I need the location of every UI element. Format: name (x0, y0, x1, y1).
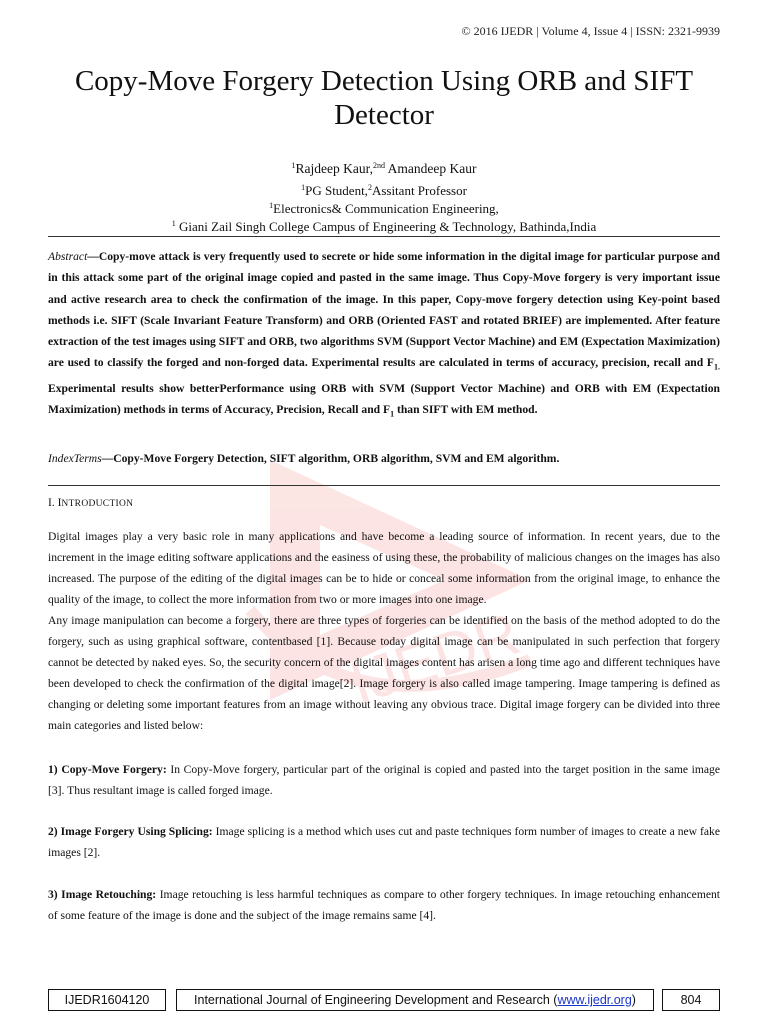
abstract (48, 246, 720, 425)
aff1b-sup: 2 (367, 183, 372, 192)
title-line-2: Detector (334, 99, 434, 131)
author-block (40, 158, 728, 234)
list-item-copy-move (48, 759, 720, 801)
journal-name (176, 989, 654, 1011)
author1-sup: 1 (291, 161, 296, 170)
list-item-splicing (48, 821, 720, 863)
journal-name-text: International Journal of Engineering Development and Research ( (194, 993, 558, 1007)
affiliation-roles (40, 180, 728, 198)
aff-role-1: PG Student, (305, 183, 368, 198)
section-number: I. I (48, 497, 62, 509)
divider-top (48, 236, 720, 237)
item-1-text: In Copy-Move forgery, particular part of the original is copied and pasted into the target position in the same image [3]. Thus resultant image is called forged image. (48, 763, 720, 797)
journal-link[interactable]: www.ijedr.org (557, 993, 632, 1007)
aff2-sup: 1 (269, 201, 274, 210)
paragraph-2: Any image manipulation can become a forgery, there are three types of forgeries can be identified on the basis of the method adopted to do the forgery, such as using graphical software, contentbased [1]. Because today digital image can be manipulated in such perfection that forgery cannot be detected by naked eyes. So, the security concern of the digital images content has arisen a long time ago and different techniques have been developed to check the confirmation of the digital image[2]. Image forgery is also called image tampering. Image tampering is defined as changing or deleting some important features from an image without leaving any obvious trace. Digital image forgery can be divided into three main categories and listed below: (48, 614, 720, 732)
page-number: 804 (662, 989, 720, 1011)
abstract-text-3: than SIFT with EM method. (394, 403, 538, 417)
abstract-dash: — (87, 250, 99, 263)
journal-citation: © 2016 IJEDR | Volume 4, Issue 4 | ISSN: 2321-9939 (461, 24, 720, 38)
aff-dept: Electronics& Communication Engineering, (273, 201, 499, 216)
aff-college: Giani Zail Singh College Campus of Engineering & Technology, Bathinda,India (179, 219, 597, 234)
abstract-text-1: Copy-move attack is very frequently used to secrete or hide some information in the digital image for particular purpose and in this attack some part of the original image copied and pasted in the same image. Thus Copy-Move forgery is very important issue and active research area to check the confirmation of the image. In this paper, Copy-move forgery detection using Key-point based methods i.e. SIFT (Scale Invariant Feature Transform) and ORB (Oriented FAST and rotated BRIEF) are implemented. After feature extraction of the test images using SIFT and ORB, two algorithms SVM (Support Vector Machine) and EM (Expectation Maximization) are used to classify the forged and non-forged data. Experimental results are calculated in terms of accuracy, precision, recall and F (48, 250, 720, 370)
divider-mid (48, 485, 720, 486)
title-line-1: Copy-Move Forgery Detection Using ORB and SIFT (74, 65, 694, 97)
abstract-sub-2: 1 (390, 409, 395, 419)
section-heading-introduction (48, 497, 133, 509)
item-2-text: Image splicing is a method which uses cut and paste techniques form number of images to create a new fake images [2]. (48, 825, 721, 859)
affiliation-college (40, 216, 728, 234)
page-footer (48, 989, 720, 1011)
list-item-retouching (48, 884, 720, 926)
journal-name-close: ) (631, 993, 636, 1007)
aff3-sup: 1 (171, 219, 176, 228)
abstract-text-2: Experimental results show betterPerformance using ORB with SVM (Support Vector Machine) and ORB with EM (Expectation Maximization) methods in terms of Accuracy, Precision, Recall and F (48, 382, 720, 417)
paragraph-1: Digital images play a very basic role in many applications and have become a leading source of information. In recent years, due to the increment in the image editing software applications and the easiness of using these, the probability of malicious changes on the images has also increased. The purpose of the editing of the digital images can be to hide or conceal some information from the original image, to enhance the quality of the image, to collect the more information from two or more images into one image. (48, 530, 720, 606)
affiliation-dept (40, 198, 728, 216)
author-names (40, 158, 728, 176)
author-1: Rajdeep Kaur, (295, 161, 373, 176)
item-1-heading: 1) Copy-Move Forgery: (48, 763, 167, 776)
abstract-label: Abstract (48, 250, 88, 263)
intro-paragraph-1 (48, 526, 720, 736)
section-title: NTRODUCTION (61, 499, 134, 509)
paper-id: IJEDR1604120 (48, 989, 166, 1011)
abstract-sub-1: 1. (714, 362, 720, 372)
author-2: Amandeep Kaur (387, 161, 477, 176)
item-3-heading: 3) Image Retouching: (48, 888, 157, 901)
author2-sup: 2nd (372, 161, 385, 170)
item-2-heading: 2) Image Forgery Using Splicing: (48, 825, 213, 838)
aff1-sup: 1 (301, 183, 306, 192)
index-terms (48, 452, 720, 465)
index-terms-label: IndexTerms (48, 452, 102, 465)
item-3-text: Image retouching is less harmful techniques as compare to other forgery techniques. In image retouching enhancement of some feature of the image is done and the subject of the image remains same [4]. (48, 888, 720, 922)
aff-role-2: Assitant Professor (371, 183, 467, 198)
watermark-text: IJEDR (341, 599, 528, 717)
paper-title (40, 64, 728, 132)
index-terms-text: —Copy-Move Forgery Detection, SIFT algorithm, ORB algorithm, SVM and EM algorithm. (101, 452, 560, 465)
